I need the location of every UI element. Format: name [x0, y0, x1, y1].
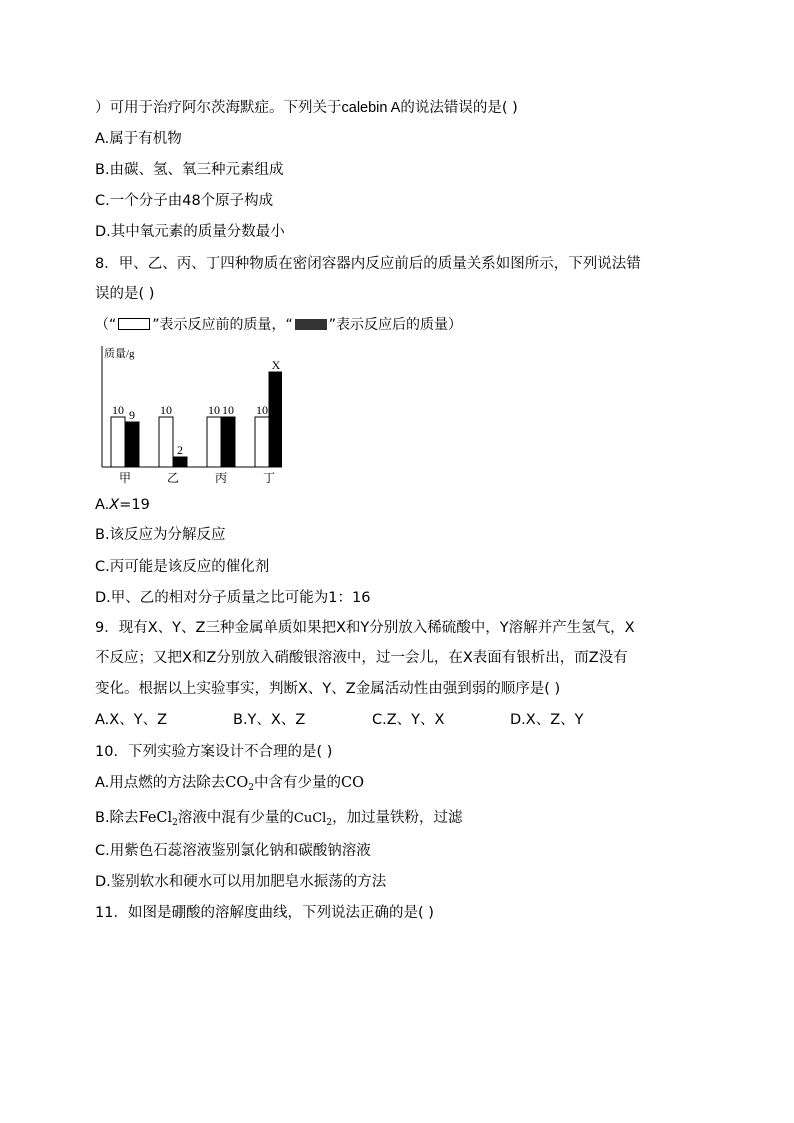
q8-legend-after-text: ”表示反应后的质量）	[328, 317, 463, 333]
q7-option-d[interactable]: D.其中氧元素的质量分数最小	[95, 224, 285, 240]
q9-option-d[interactable]: D.X、Z、Y	[510, 712, 584, 728]
q8-legend-open: （“	[95, 317, 117, 333]
y-axis-label: 质量/g	[104, 348, 135, 360]
q8-option-b[interactable]: B.该反应为分解反应	[95, 527, 226, 543]
q7-stem-prefix: ）可用于治疗阿尔茨海默症。下列关于	[95, 100, 342, 116]
q10-option-d[interactable]: D.鉴别软水和硬水可以用加肥皂水振荡的方法	[95, 874, 387, 890]
q10-b-sub2: 2	[326, 818, 333, 828]
bar-label-乙-after: 2	[177, 443, 183, 457]
q10-b-fecl: FeCl	[138, 810, 173, 826]
bar-label-丁-after: X	[271, 358, 281, 372]
bar-丙-before	[207, 417, 221, 467]
chart-marks	[102, 346, 282, 485]
q8-option-d[interactable]: D.甲、乙的相对分子质量之比可能为1：16	[95, 590, 371, 606]
q8-option-a[interactable]	[95, 495, 150, 515]
bar-label-乙-before: 10	[160, 403, 172, 417]
q9-stem-line1: 9．现有X、Y、Z三种金属单质如果把X和Y分别放入稀硫酸中，Y溶解并产生氢气，X	[95, 620, 635, 636]
mass-bar-chart	[92, 342, 282, 492]
q9-option-c[interactable]: C.Z、Y、X	[372, 712, 445, 728]
q7-option-c[interactable]: C.一个分子由48个原子构成	[95, 193, 274, 209]
legend-after-swatch	[295, 319, 327, 330]
q10-option-b[interactable]	[95, 808, 463, 833]
q8-option-a-var: X	[109, 497, 120, 513]
q7-stem	[95, 98, 518, 118]
bar-乙-before	[159, 417, 173, 467]
q10-b-sub1: 2	[172, 818, 178, 828]
q7-option-b[interactable]: B.由碳、氢、氧三种元素组成	[95, 162, 284, 178]
q10-a-mid: 中含有少量的	[254, 775, 341, 791]
q10-a-co: CO	[341, 775, 364, 791]
q9-stem-line2: 不反应；又把X和Z分别放入硝酸银溶液中，过一会儿，在X表面有银析出，而Z没有	[95, 650, 628, 666]
q10-option-c[interactable]: C.用紫色石蕊溶液鉴别氯化钠和碳酸钠溶液	[95, 843, 371, 859]
bar-丙-after	[221, 417, 235, 467]
q11-stem: 11．如图是硼酸的溶解度曲线，下列说法正确的是( )	[95, 905, 434, 921]
q7-option-a[interactable]: A.属于有机物	[95, 131, 182, 147]
q10-b-cucl: CuCl	[293, 811, 327, 826]
bar-甲-before	[111, 417, 125, 467]
q10-b-prefix: B.除去	[95, 810, 139, 826]
q8-option-c[interactable]: C.丙可能是该反应的催化剂	[95, 559, 270, 575]
q10-b-suffix: ，加过量铁粉，过滤	[332, 810, 463, 826]
category-label-甲: 甲	[118, 471, 132, 485]
bar-乙-after	[173, 457, 187, 467]
bar-label-丙-after: 10	[222, 403, 234, 417]
bar-label-甲-before: 10	[112, 403, 124, 417]
bar-丁-before	[255, 417, 269, 467]
q7-stem-suffix: 的说法错误的是( )	[400, 100, 518, 116]
q10-b-mid: 溶液中混有少量的	[177, 810, 294, 826]
category-label-乙: 乙	[166, 471, 180, 485]
q8-stem-line1: 8．甲、乙、丙、丁四种物质在密闭容器内反应前后的质量关系如图所示，下列说法错	[95, 256, 641, 272]
q7-compound-name: calebin A	[341, 100, 401, 116]
q8-legend	[95, 315, 462, 335]
q9-stem-line3: 变化。根据以上实验事实，判断X、Y、Z金属活动性由强到弱的顺序是( )	[95, 681, 561, 697]
q10-option-a[interactable]	[95, 773, 364, 798]
bar-label-甲-after: 9	[129, 408, 135, 422]
q8-stem-line2: 误的是( )	[95, 286, 155, 302]
bar-label-丙-before: 10	[208, 403, 220, 417]
category-label-丁: 丁	[262, 471, 276, 485]
q9-option-b[interactable]: B.Y、X、Z	[233, 712, 306, 728]
q8-option-a-suffix: =19	[119, 497, 150, 513]
q8-legend-before-text: ”表示反应前的质量，“	[152, 317, 293, 333]
q8-option-a-prefix: A.	[95, 497, 110, 513]
bar-label-丁-before: 10	[256, 403, 268, 417]
bar-甲-after	[125, 422, 139, 467]
q10-stem: 10．下列实验方案设计不合理的是( )	[95, 744, 333, 760]
bar-丁-after	[269, 372, 282, 467]
legend-before-swatch	[118, 318, 150, 330]
category-label-丙: 丙	[214, 471, 228, 485]
q9-option-a[interactable]: A.X、Y、Z	[95, 712, 167, 728]
q10-a-sub: 2	[248, 783, 254, 793]
q10-a-co2: CO	[225, 775, 249, 791]
q10-a-prefix: A.用点燃的方法除去	[95, 775, 226, 791]
